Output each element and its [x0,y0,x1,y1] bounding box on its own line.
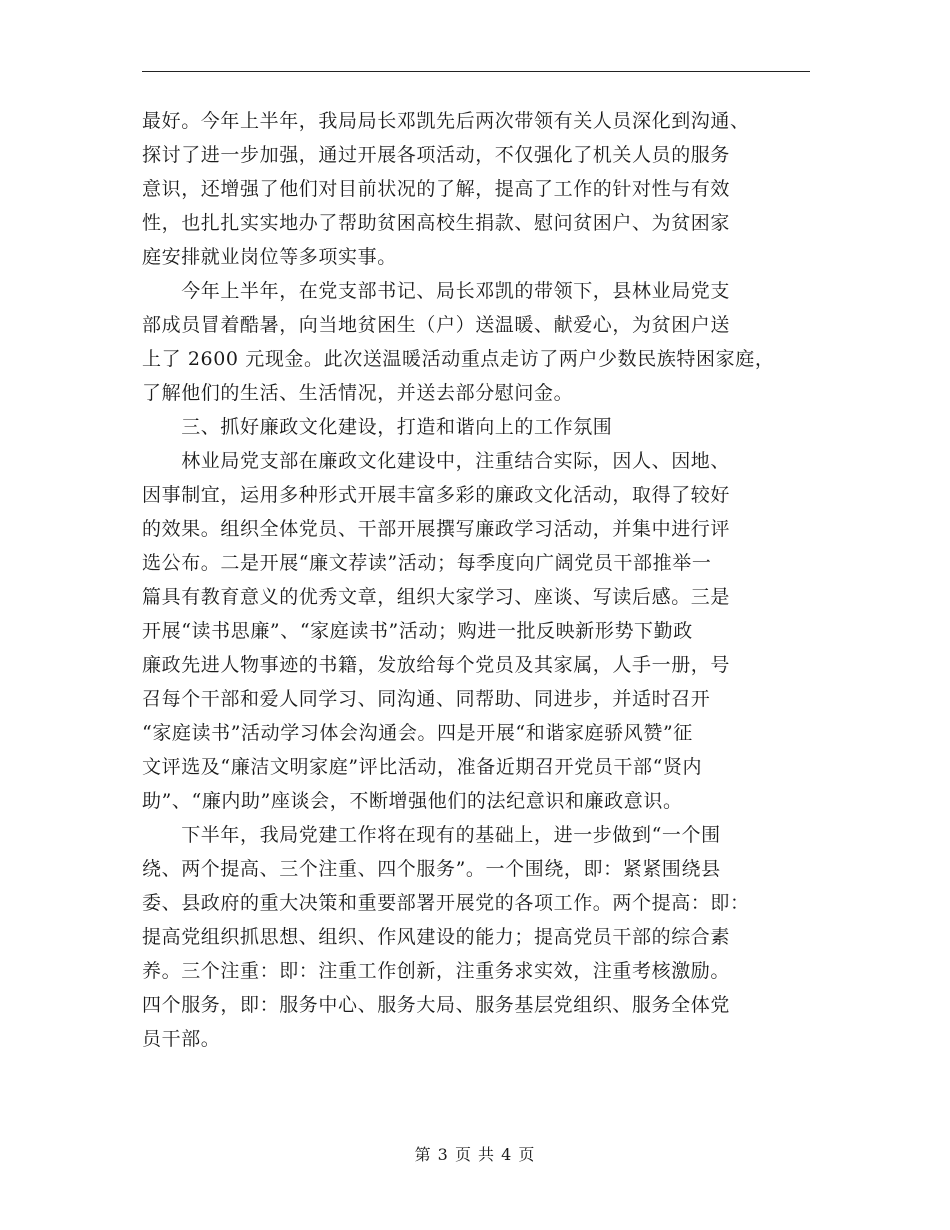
body-line: 开展“读书思廉”、“家庭读书”活动；购进一批反映新形势下勤政 [142,620,693,642]
body-line: 廉政先进人物事迹的书籍，发放给每个党员及其家属，人手一册，号 [142,654,731,676]
body-line: 选公布。二是开展“廉文荐读”活动；每季度向广阔党员干部推举一 [142,552,712,574]
body-line: “家庭读书”活动学习体会沟通会。四是开展“和谐家庭骄风赞”征 [142,722,693,744]
body-line: 今年上半年，在党支部书记、局长邓凯的带领下，县林业局党支 [142,280,731,302]
body-line: 员干部。 [142,1028,221,1050]
body-line: 意识，还增强了他们对目前状况的了解，提高了工作的针对性与有效 [142,178,731,200]
body-line: 绕、两个提高、三个注重、四个服务”。一个围绕，即：紧紧围绕县 [142,858,721,880]
body-line: 召每个干部和爱人同学习、同沟通、同帮助、同进步，并适时召开 [142,688,711,710]
body-line: 四个服务，即：服务中心、服务大局、服务基层党组织、服务全体党 [142,994,731,1016]
body-line: 文评选及“廉洁文明家庭”评比活动，准备近期召开党员干部“贤内 [142,756,703,778]
header-divider [142,71,810,72]
body-line: 委、县政府的重大决策和重要部署开展党的各项工作。两个提高：即： [142,892,750,914]
body-line: 下半年，我局党建工作将在现有的基础上，进一步做到“一个围 [142,824,721,846]
body-line: 篇具有教育意义的优秀文章，组织大家学习、座谈、写读后感。三是 [142,586,731,608]
body-line: 提高党组织抓思想、组织、作风建设的能力；提高党员干部的综合素 [142,926,731,948]
body-line: 因事制宜，运用多种形式开展丰富多彩的廉政文化活动，取得了较好 [142,484,731,506]
body-line: 养。三个注重：即：注重工作创新，注重务求实效，注重考核激励。 [142,960,731,982]
document-body [142,104,810,1056]
body-line: 了解他们的生活、生活情况，并送去部分慰问金。 [142,382,574,404]
body-line: 的效果。组织全体党员、干部开展撰写廉政学习活动，并集中进行评 [142,518,731,540]
body-line: 庭安排就业岗位等多项实事。 [142,246,397,268]
body-line: 部成员冒着酷暑，向当地贫困生（户）送温暖、献爱心，为贫困户送 [142,314,731,336]
body-line: 最好。今年上半年，我局局长邓凯先后两次带领有关人员深化到沟通、 [142,110,750,132]
page-number-footer: 第 3 页 共 4 页 [414,1145,536,1164]
section-heading: 三、抓好廉政文化建设，打造和谐向上的工作氛围 [142,416,613,438]
body-line: 林业局党支部在廉政文化建设中，注重结合实际，因人、因地、 [142,450,731,472]
body-line: 上了 2600 元现金。此次送温暖活动重点走访了两户少数民族特困家庭， [142,348,775,370]
body-line: 助”、“廉内助”座谈会，不断增强他们的法纪意识和廉政意识。 [142,790,683,812]
body-line: 性，也扎扎实实地办了帮助贫困高校生捐款、慰问贫困户、为贫困家 [142,212,731,234]
body-line: 探讨了进一步加强，通过开展各项活动，不仅强化了机关人员的服务 [142,144,731,166]
